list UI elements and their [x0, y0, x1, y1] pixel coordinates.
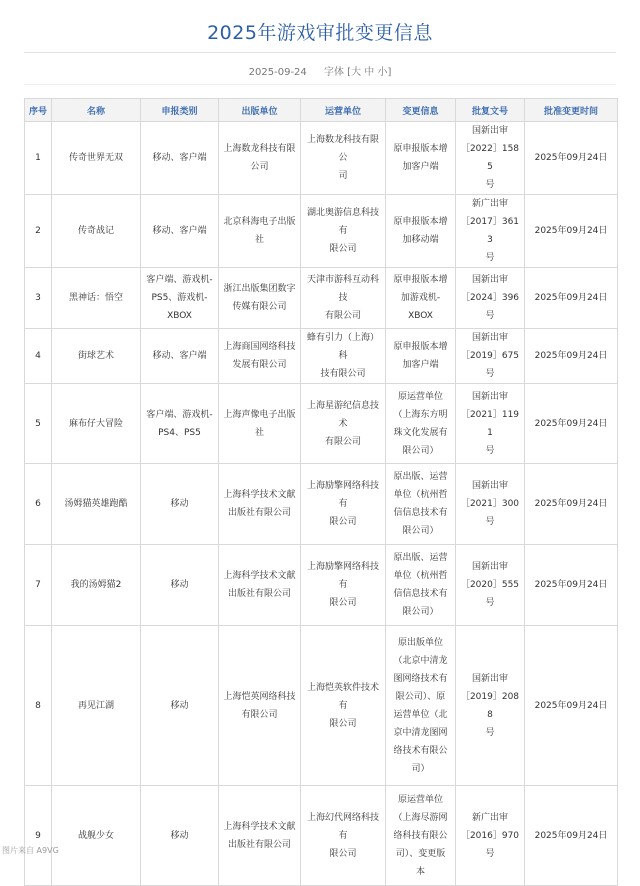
cell-operator: 蜂有引力（上海）科 技有限公司: [301, 329, 386, 384]
cell-change: 原运营单位 （上海东方明 珠文化发展有 限公司）: [386, 384, 456, 464]
meta-divider: [24, 84, 616, 85]
header-date: 批准变更时间: [525, 99, 618, 122]
cell-no: 8: [25, 626, 52, 786]
cell-approval: 国新出审 ［2021］1191 号: [456, 384, 525, 464]
cell-change: 原出版单位 （北京中清龙 图网络技术有 限公司）、原 运营单位（北 京中清龙图网 络技术有限公 司）: [386, 626, 456, 786]
cell-category: 移动: [141, 545, 219, 626]
cell-publisher: 上海科学技术文献 出版社有限公司: [219, 786, 301, 886]
cell-date: 2025年09月24日: [525, 384, 618, 464]
cell-publisher: 上海数龙科技有限 公司: [219, 122, 301, 195]
title-divider: [24, 52, 616, 53]
cell-category: 移动: [141, 786, 219, 886]
font-size-label: 字体: [323, 67, 344, 78]
table-row: [25, 626, 618, 786]
cell-publisher: 上海科学技术文献 出版社有限公司: [219, 464, 301, 545]
header-publisher: 出版单位: [219, 99, 301, 122]
cell-approval: 国新出审 ［2024］396号: [456, 268, 525, 329]
cell-change: 原出版、运营 单位（杭州哲 信信息技术有 限公司）: [386, 545, 456, 626]
table-row: [25, 329, 618, 384]
cell-name: 街球艺术: [52, 329, 141, 384]
font-size-medium-button[interactable]: 中: [364, 67, 375, 78]
cell-operator: 上海幻代网络科技有 限公司: [301, 786, 386, 886]
table-row: [25, 464, 618, 545]
cell-operator: 湖北奥游信息科技有 限公司: [301, 195, 386, 268]
font-size-large-button[interactable]: 大: [351, 67, 362, 78]
header-operator: 运营单位: [301, 99, 386, 122]
header-category: 申报类别: [141, 99, 219, 122]
cell-operator: 上海星游纪信息技术 有限公司: [301, 384, 386, 464]
table-row: [25, 268, 618, 329]
cell-publisher: 北京科海电子出版 社: [219, 195, 301, 268]
image-credit: 图片来自 A9VG: [2, 846, 59, 855]
page-title: 2025年游戏审批变更信息: [207, 22, 433, 44]
cell-name: 黑神话：悟空: [52, 268, 141, 329]
cell-no: 4: [25, 329, 52, 384]
header-change: 变更信息: [386, 99, 456, 122]
cell-category: 客户端、游戏机- PS4、PS5: [141, 384, 219, 464]
cell-publisher: 上海科学技术文献 出版社有限公司: [219, 545, 301, 626]
cell-change: 原申报版本增 加客户端: [386, 329, 456, 384]
cell-name: 我的汤姆猫2: [52, 545, 141, 626]
cell-publisher: 上海商国网络科技 发展有限公司: [219, 329, 301, 384]
table-header-row: [25, 99, 618, 122]
cell-name: 汤姆猫英雄跑酷: [52, 464, 141, 545]
cell-operator: 天津市游科互动科技 有限公司: [301, 268, 386, 329]
cell-no: 5: [25, 384, 52, 464]
header-name: 名称: [52, 99, 141, 122]
table-row: [25, 122, 618, 195]
cell-publisher: 上海恺英网络科技 有限公司: [219, 626, 301, 786]
cell-change: 原申报版本增 加移动端: [386, 195, 456, 268]
cell-approval: 国新出审 ［2021］300号: [456, 464, 525, 545]
font-size-bracket-open: [: [347, 67, 352, 78]
table-row: [25, 195, 618, 268]
table-row: [25, 384, 618, 464]
cell-date: 2025年09月24日: [525, 545, 618, 626]
cell-approval: 新广出审 ［2017］3613 号: [456, 195, 525, 268]
cell-change: 原出版、运营 单位（杭州哲 信信息技术有 限公司）: [386, 464, 456, 545]
cell-name: 麻布仔大冒险: [52, 384, 141, 464]
cell-operator: 上海励擎网络科技有 限公司: [301, 545, 386, 626]
cell-category: 移动、客户端: [141, 122, 219, 195]
cell-operator: 上海恺英软件技术有 限公司: [301, 626, 386, 786]
cell-date: 2025年09月24日: [525, 268, 618, 329]
cell-approval: 国新出审 ［2019］675号: [456, 329, 525, 384]
cell-publisher: 上海声像电子出版 社: [219, 384, 301, 464]
cell-date: 2025年09月24日: [525, 195, 618, 268]
cell-operator: 上海数龙科技有限公 司: [301, 122, 386, 195]
cell-no: 3: [25, 268, 52, 329]
cell-date: 2025年09月24日: [525, 329, 618, 384]
cell-approval: 新广出审 ［2016］970号: [456, 786, 525, 886]
article-meta: [0, 63, 640, 78]
cell-category: 客户端、游戏机- PS5、游戏机- XBOX: [141, 268, 219, 329]
cell-change: 原申报版本增 加游戏机- XBOX: [386, 268, 456, 329]
font-size-bracket-close: ]: [387, 67, 392, 78]
cell-date: 2025年09月24日: [525, 786, 618, 886]
table-row: [25, 786, 618, 886]
cell-date: 2025年09月24日: [525, 626, 618, 786]
cell-no: 6: [25, 464, 52, 545]
cell-no: 9: [25, 786, 52, 886]
cell-no: 2: [25, 195, 52, 268]
cell-category: 移动、客户端: [141, 195, 219, 268]
cell-no: 1: [25, 122, 52, 195]
header-no: 序号: [25, 99, 52, 122]
cell-approval: 国新出审 ［2022］1585 号: [456, 122, 525, 195]
publish-date: 2025-09-24: [248, 67, 307, 78]
cell-change: 原申报版本增 加客户端: [386, 122, 456, 195]
cell-approval: 国新出审 ［2019］2088 号: [456, 626, 525, 786]
cell-no: 7: [25, 545, 52, 626]
table-row: [25, 545, 618, 626]
cell-name: 传奇战记: [52, 195, 141, 268]
cell-date: 2025年09月24日: [525, 464, 618, 545]
cell-name: 传奇世界无双: [52, 122, 141, 195]
cell-category: 移动、客户端: [141, 329, 219, 384]
cell-change: 原运营单位 （上海尽游网 络科技有限公 司）、变更版 本: [386, 786, 456, 886]
header-approval: 批复文号: [456, 99, 525, 122]
approval-change-table: [24, 98, 618, 886]
cell-category: 移动: [141, 626, 219, 786]
font-size-small-button[interactable]: 小: [377, 67, 388, 78]
cell-publisher: 浙江出版集团数字 传媒有限公司: [219, 268, 301, 329]
cell-date: 2025年09月24日: [525, 122, 618, 195]
cell-name: 战舰少女: [52, 786, 141, 886]
cell-name: 再见江湖: [52, 626, 141, 786]
cell-operator: 上海励擎网络科技有 限公司: [301, 464, 386, 545]
cell-category: 移动: [141, 464, 219, 545]
cell-approval: 国新出审 ［2020］555号: [456, 545, 525, 626]
